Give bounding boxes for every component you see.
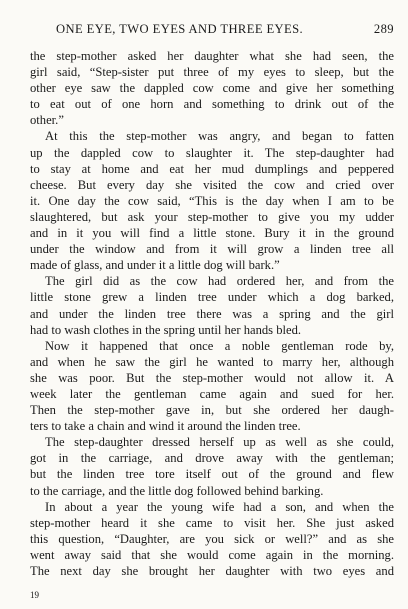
text-line: and under the linden tree there was a spring and the girl	[30, 306, 394, 321]
text-line: The next day she brought her daughter with two eyes and	[30, 564, 394, 578]
text-line: The step-daughter dressed herself up as well as she could,	[45, 435, 394, 450]
text-line: slaughtered, but ask your step-mother to give you my udder	[30, 209, 394, 224]
body-text	[30, 48, 394, 579]
running-head-title: ONE EYE, TWO EYES AND THREE EYES.	[56, 22, 304, 36]
text-line: ters to take a chain and wind it around the linden tree.	[30, 419, 301, 434]
text-line: made of glass, and under it a little dog will bark.”	[30, 258, 280, 273]
text-line: In about a year the young wife had a son, and when the	[45, 499, 394, 514]
text-line: to stay at home and eat her mud dumplings and peppered	[30, 161, 394, 176]
text-line: Then the step-mother gave in, but she ordered her daugh-	[30, 403, 394, 418]
text-line: Now it happened that once a noble gentleman rode by,	[45, 338, 394, 353]
text-line: the step-mother asked her daughter what she had seen, the	[30, 49, 394, 63]
text-line: other.”	[30, 113, 64, 128]
signature-mark: 19	[30, 590, 39, 600]
text-line: step-mother heard it she came to visit her. She just asked	[30, 515, 394, 530]
text-line: went away said that she would come again in the morning.	[30, 547, 394, 562]
text-line: The girl did as the cow had ordered her, and from the	[45, 274, 394, 289]
text-line: week later the gentleman came again and sued for her.	[30, 386, 394, 401]
text-line: girl said, “Step-sister put three of my eyes to sleep, but the	[30, 65, 394, 80]
text-line: cheese. But every day she visited the cow and cried over	[30, 177, 394, 192]
text-line: little stone grew a linden tree under which a dog barked,	[30, 290, 394, 305]
text-line: and in it you will find a little stone. Bury it in the ground	[30, 226, 394, 241]
text-line: this question, “Daughter, are you sick or well?” and as she	[30, 531, 394, 546]
text-line: it. One day the cow said, “This is the day when I am to be	[30, 193, 394, 208]
text-line: had to wash clothes in the spring until her hands bled.	[30, 322, 302, 337]
running-head	[30, 22, 394, 38]
page-number: 289	[373, 22, 394, 36]
text-line: to the carriage, and the little dog followed behind barking.	[30, 483, 324, 498]
text-line: she was poor. But the step-mother would not allow it. A	[30, 370, 394, 385]
text-line: but the linden tree tore itself out of the ground and flew	[30, 467, 394, 482]
text-line: At this the step-mother was angry, and began to fatten	[45, 129, 394, 144]
text-line: and when he saw the girl he wanted to marry her, although	[30, 354, 394, 369]
text-line: got in the carriage, and drove away with the gentleman;	[30, 451, 394, 466]
text-line: up the dappled cow to slaughter it. The step-daughter had	[30, 145, 394, 160]
text-line: to eat out of one horn and something to drink out of the	[30, 97, 394, 112]
text-line: under the window and from it will grow a linden tree all	[30, 242, 394, 257]
text-line: other eye saw the dappled cow come and give her something	[30, 81, 394, 96]
